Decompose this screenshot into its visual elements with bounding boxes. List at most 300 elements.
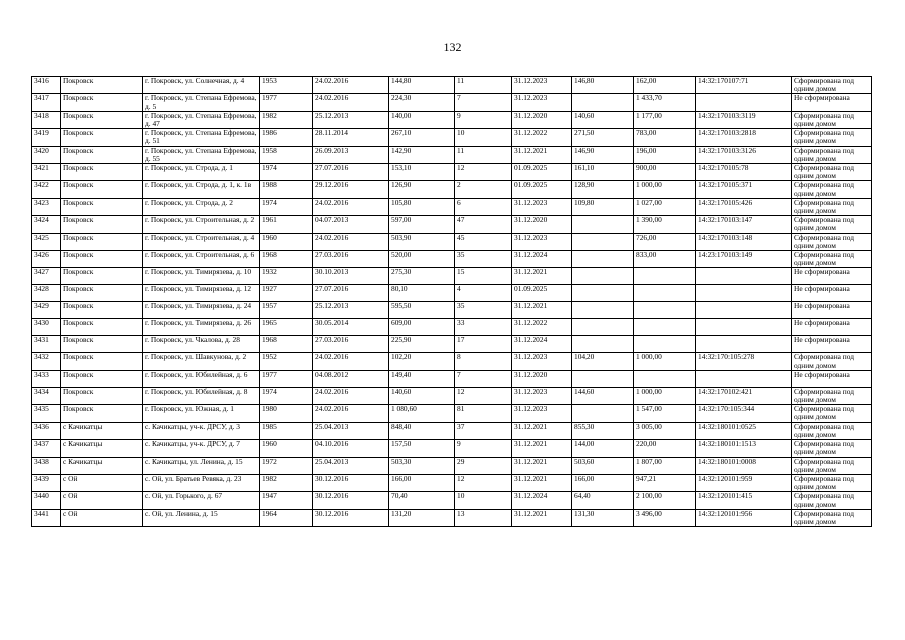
cell-decision-date: 30.12.2016	[313, 509, 389, 526]
cell-land-status: Сформирована под одним домом	[792, 216, 872, 233]
cell-address: с. Ой, ул. Горького, д. 67	[143, 492, 260, 509]
cell-land-area: 220,00	[634, 440, 696, 457]
cell-land-status: Сформирована под одним домом	[792, 251, 872, 268]
cell-new-area: 166,00	[572, 474, 634, 491]
cell-settlement: Покровск	[61, 164, 143, 181]
cell-build-year: 1960	[260, 233, 313, 250]
cell-land-status: Не сформирована	[792, 94, 872, 111]
cell-decision-date: 29.12.2016	[313, 181, 389, 198]
cell-settlement: Покровск	[61, 146, 143, 163]
cell-build-year: 1982	[260, 111, 313, 128]
cell-new-area: 271,50	[572, 129, 634, 146]
cell-cadastral-number: 14:32:180101:1513	[696, 440, 792, 457]
cell-area: 140,00	[389, 111, 455, 128]
page-number: 132	[443, 40, 462, 54]
cell-cadastral-number	[696, 94, 792, 111]
cell-land-status: Сформирована под одним домом	[792, 422, 872, 439]
cell-decision-date: 24.02.2016	[313, 77, 389, 94]
cell-deadline-date: 31.12.2021	[512, 268, 572, 285]
cell-area: 503,90	[389, 233, 455, 250]
cell-land-area: 947,21	[634, 474, 696, 491]
cell-area: 166,00	[389, 474, 455, 491]
cell-land-area: 1 390,00	[634, 216, 696, 233]
cell-land-status: Сформирована под одним домом	[792, 457, 872, 474]
cell-row-number: 3421	[32, 164, 61, 181]
cell-cadastral-number: 14:32:170:105:278	[696, 353, 792, 370]
cell-build-year: 1980	[260, 405, 313, 422]
cell-deadline-date: 31.12.2020	[512, 216, 572, 233]
cell-address: г. Покровск, ул. Тимирязева, д. 26	[143, 319, 260, 336]
cell-land-area: 3 496,00	[634, 509, 696, 526]
cell-new-area	[572, 302, 634, 319]
cell-deadline-date: 31.12.2021	[512, 509, 572, 526]
table-row	[32, 353, 872, 370]
cell-deadline-date: 01.09.2025	[512, 164, 572, 181]
cell-settlement: Покровск	[61, 77, 143, 94]
cell-new-area: 144,60	[572, 387, 634, 404]
cell-cadastral-number	[696, 302, 792, 319]
cell-deadline-date: 31.12.2020	[512, 370, 572, 387]
cell-row-number: 3427	[32, 268, 61, 285]
cell-deadline-date: 31.12.2024	[512, 336, 572, 353]
cell-cadastral-number: 14:32:170103:3119	[696, 111, 792, 128]
table-row	[32, 302, 872, 319]
cell-deadline-date: 31.12.2023	[512, 77, 572, 94]
cell-cadastral-number: 14:32:120101:415	[696, 492, 792, 509]
cell-new-area: 140,60	[572, 111, 634, 128]
cell-deadline-date: 31.12.2023	[512, 387, 572, 404]
cell-row-number: 3417	[32, 94, 61, 111]
cell-cadastral-number: 14:32:120101:956	[696, 509, 792, 526]
cell-decision-date: 26.09.2013	[313, 146, 389, 163]
cell-row-number: 3430	[32, 319, 61, 336]
cell-decision-date: 27.03.2016	[313, 336, 389, 353]
cell-settlement: Покровск	[61, 251, 143, 268]
cell-new-area	[572, 370, 634, 387]
cell-build-year: 1947	[260, 492, 313, 509]
cell-build-year: 1972	[260, 457, 313, 474]
cell-decision-date: 28.11.2014	[313, 129, 389, 146]
cell-decision-date: 24.02.2016	[313, 233, 389, 250]
cell-new-area: 146,90	[572, 146, 634, 163]
cell-cadastral-number	[696, 336, 792, 353]
table-row	[32, 492, 872, 509]
table-row	[32, 422, 872, 439]
cell-build-year: 1968	[260, 251, 313, 268]
cell-decision-date: 27.03.2016	[313, 251, 389, 268]
cell-row-number: 3440	[32, 492, 61, 509]
cell-area: 142,90	[389, 146, 455, 163]
cell-decision-date: 04.10.2016	[313, 440, 389, 457]
table-row	[32, 387, 872, 404]
cell-land-area: 1 000,00	[634, 387, 696, 404]
table-row	[32, 319, 872, 336]
cell-settlement: с Ой	[61, 509, 143, 526]
cell-residents: 35	[455, 251, 512, 268]
cell-residents: 12	[455, 164, 512, 181]
cell-deadline-date: 31.12.2021	[512, 457, 572, 474]
table-row	[32, 164, 872, 181]
cell-address: г. Покровск, ул. Юбилейная, д. 8	[143, 387, 260, 404]
cell-new-area	[572, 336, 634, 353]
table-row	[32, 509, 872, 526]
cell-new-area: 128,90	[572, 181, 634, 198]
cell-residents: 11	[455, 77, 512, 94]
cell-land-status: Сформирована под одним домом	[792, 233, 872, 250]
cell-deadline-date: 31.12.2022	[512, 129, 572, 146]
cell-land-status: Сформирована под одним домом	[792, 405, 872, 422]
cell-residents: 45	[455, 233, 512, 250]
cell-deadline-date: 31.12.2023	[512, 233, 572, 250]
cell-new-area	[572, 268, 634, 285]
cell-address: г. Покровск, ул. Тимирязева, д. 12	[143, 285, 260, 302]
table-row	[32, 268, 872, 285]
cell-build-year: 1957	[260, 302, 313, 319]
cell-new-area	[572, 94, 634, 111]
cell-cadastral-number	[696, 268, 792, 285]
cell-land-status: Сформирована под одним домом	[792, 440, 872, 457]
cell-cadastral-number: 14:32:170103:2818	[696, 129, 792, 146]
cell-build-year: 1977	[260, 94, 313, 111]
table-row	[32, 129, 872, 146]
cell-build-year: 1964	[260, 509, 313, 526]
cell-new-area: 104,20	[572, 353, 634, 370]
cell-residents: 81	[455, 405, 512, 422]
cell-settlement: Покровск	[61, 233, 143, 250]
cell-area: 102,20	[389, 353, 455, 370]
cell-build-year: 1985	[260, 422, 313, 439]
cell-cadastral-number: 14:23:170103:149	[696, 251, 792, 268]
cell-build-year: 1927	[260, 285, 313, 302]
cell-decision-date: 24.02.2016	[313, 198, 389, 215]
cell-land-status: Сформирована под одним домом	[792, 387, 872, 404]
cell-address: г. Покровск, ул. Степана Ефремова, д. 5	[143, 94, 260, 111]
cell-settlement: с Ой	[61, 492, 143, 509]
cell-settlement: Покровск	[61, 302, 143, 319]
cell-address: г. Покровск, ул. Степана Ефремова, д. 55	[143, 146, 260, 163]
cell-area: 595,50	[389, 302, 455, 319]
cell-decision-date: 25.04.2013	[313, 457, 389, 474]
cell-cadastral-number: 14:32:170103:148	[696, 233, 792, 250]
cell-land-area: 162,00	[634, 77, 696, 94]
table-row	[32, 94, 872, 111]
cell-row-number: 3419	[32, 129, 61, 146]
cell-build-year: 1986	[260, 129, 313, 146]
cell-build-year: 1968	[260, 336, 313, 353]
cell-settlement: Покровск	[61, 285, 143, 302]
cell-residents: 29	[455, 457, 512, 474]
cell-land-status: Сформирована под одним домом	[792, 77, 872, 94]
cell-settlement: с Качикатцы	[61, 457, 143, 474]
table-row	[32, 111, 872, 128]
cell-settlement: Покровск	[61, 319, 143, 336]
cell-residents: 9	[455, 111, 512, 128]
cell-decision-date: 27.07.2016	[313, 285, 389, 302]
cell-address: г. Покровск, ул. Юбилейная, д. 6	[143, 370, 260, 387]
cell-build-year: 1953	[260, 77, 313, 94]
cell-deadline-date: 31.12.2021	[512, 440, 572, 457]
cell-area: 131,20	[389, 509, 455, 526]
cell-residents: 7	[455, 370, 512, 387]
cell-area: 149,40	[389, 370, 455, 387]
cell-address: с. Качикатцы, уч-к. ДРСУ, д. 7	[143, 440, 260, 457]
cell-area: 80,10	[389, 285, 455, 302]
cell-deadline-date: 01.09.2025	[512, 285, 572, 302]
cell-land-status: Сформирована под одним домом	[792, 492, 872, 509]
cell-area: 140,60	[389, 387, 455, 404]
cell-settlement: Покровск	[61, 387, 143, 404]
cell-land-area: 726,00	[634, 233, 696, 250]
cell-address: г. Покровск, ул. Строда, д. 2	[143, 198, 260, 215]
cell-land-area: 1 177,00	[634, 111, 696, 128]
cell-decision-date: 30.05.2014	[313, 319, 389, 336]
cell-land-area: 833,00	[634, 251, 696, 268]
cell-row-number: 3420	[32, 146, 61, 163]
cell-address: г. Покровск, ул. Солнечная, д. 4	[143, 77, 260, 94]
cell-row-number: 3431	[32, 336, 61, 353]
cell-build-year: 1974	[260, 387, 313, 404]
cell-address: с. Ой, ул. Ленина, д. 15	[143, 509, 260, 526]
cell-land-area: 1 027,00	[634, 198, 696, 215]
cell-row-number: 3418	[32, 111, 61, 128]
cell-area: 503,30	[389, 457, 455, 474]
cell-land-status: Сформирована под одним домом	[792, 164, 872, 181]
cell-land-area	[634, 285, 696, 302]
cell-residents: 35	[455, 302, 512, 319]
cell-land-status: Не сформирована	[792, 302, 872, 319]
cell-decision-date: 27.07.2016	[313, 164, 389, 181]
cell-decision-date: 24.02.2016	[313, 387, 389, 404]
cell-cadastral-number	[696, 370, 792, 387]
cell-settlement: Покровск	[61, 336, 143, 353]
cell-settlement: Покровск	[61, 216, 143, 233]
cell-cadastral-number: 14:32:170:105:344	[696, 405, 792, 422]
cell-new-area	[572, 251, 634, 268]
cell-row-number: 3416	[32, 77, 61, 94]
cell-residents: 4	[455, 285, 512, 302]
cell-deadline-date: 31.12.2023	[512, 198, 572, 215]
cell-area: 70,40	[389, 492, 455, 509]
cell-cadastral-number: 14:32:180101:0525	[696, 422, 792, 439]
cell-address: г. Покровск, ул. Степана Ефремова, д. 47	[143, 111, 260, 128]
table-row	[32, 285, 872, 302]
cell-residents: 7	[455, 94, 512, 111]
cell-residents: 12	[455, 387, 512, 404]
cell-row-number: 3428	[32, 285, 61, 302]
cell-area: 153,10	[389, 164, 455, 181]
cell-row-number: 3426	[32, 251, 61, 268]
table-row	[32, 405, 872, 422]
cell-residents: 9	[455, 440, 512, 457]
registry-body	[32, 77, 872, 527]
cell-address: г. Покровск, ул. Строда, д. 1	[143, 164, 260, 181]
cell-deadline-date: 31.12.2023	[512, 405, 572, 422]
cell-area: 144,80	[389, 77, 455, 94]
cell-deadline-date: 31.12.2024	[512, 251, 572, 268]
cell-address: г. Покровск, ул. Шавкунова, д. 2	[143, 353, 260, 370]
cell-row-number: 3424	[32, 216, 61, 233]
cell-address: г. Покровск, ул. Строительная, д. 4	[143, 233, 260, 250]
cell-land-status: Не сформирована	[792, 268, 872, 285]
cell-settlement: Покровск	[61, 181, 143, 198]
cell-residents: 2	[455, 181, 512, 198]
cell-row-number: 3436	[32, 422, 61, 439]
cell-decision-date: 24.02.2016	[313, 353, 389, 370]
cell-address: с. Ой, ул. Братьев Ревяка, д. 23	[143, 474, 260, 491]
cell-address: г. Покровск, ул. Тимирязева, д. 10	[143, 268, 260, 285]
cell-settlement: Покровск	[61, 268, 143, 285]
cell-settlement: Покровск	[61, 405, 143, 422]
cell-area: 267,10	[389, 129, 455, 146]
cell-decision-date: 25.12.2013	[313, 302, 389, 319]
cell-cadastral-number: 14:32:170103:147	[696, 216, 792, 233]
cell-row-number: 3437	[32, 440, 61, 457]
cell-row-number: 3441	[32, 509, 61, 526]
cell-area: 848,40	[389, 422, 455, 439]
cell-deadline-date: 31.12.2021	[512, 302, 572, 319]
cell-new-area	[572, 285, 634, 302]
cell-build-year: 1974	[260, 198, 313, 215]
cell-row-number: 3432	[32, 353, 61, 370]
cell-new-area	[572, 216, 634, 233]
cell-cadastral-number: 14:32:120101:959	[696, 474, 792, 491]
cell-land-status: Не сформирована	[792, 285, 872, 302]
cell-land-area	[634, 319, 696, 336]
cell-decision-date: 25.04.2013	[313, 422, 389, 439]
cell-area: 597,00	[389, 216, 455, 233]
cell-residents: 12	[455, 474, 512, 491]
cell-land-area: 2 100,00	[634, 492, 696, 509]
cell-area: 609,00	[389, 319, 455, 336]
table-row	[32, 370, 872, 387]
cell-address: г. Покровск, ул. Чкалова, д. 28	[143, 336, 260, 353]
cell-residents: 17	[455, 336, 512, 353]
cell-row-number: 3433	[32, 370, 61, 387]
cell-residents: 10	[455, 492, 512, 509]
cell-area: 275,30	[389, 268, 455, 285]
cell-build-year: 1974	[260, 164, 313, 181]
cell-new-area: 131,30	[572, 509, 634, 526]
cell-new-area: 146,80	[572, 77, 634, 94]
cell-area: 105,80	[389, 198, 455, 215]
cell-deadline-date: 31.12.2021	[512, 146, 572, 163]
cell-land-status: Сформирована под одним домом	[792, 146, 872, 163]
table-row	[32, 474, 872, 491]
cell-address: с. Качикатцы, уч-к. ДРСУ, д. 3	[143, 422, 260, 439]
cell-build-year: 1965	[260, 319, 313, 336]
cell-settlement: Покровск	[61, 111, 143, 128]
table-row	[32, 233, 872, 250]
cell-residents: 8	[455, 353, 512, 370]
cell-address: г. Покровск, ул. Тимирязева, д. 24	[143, 302, 260, 319]
cell-new-area: 161,10	[572, 164, 634, 181]
cell-cadastral-number: 14:32:170105:371	[696, 181, 792, 198]
table-row	[32, 336, 872, 353]
cell-new-area	[572, 233, 634, 250]
cell-land-area: 1 433,70	[634, 94, 696, 111]
cell-settlement: Покровск	[61, 198, 143, 215]
cell-build-year: 1932	[260, 268, 313, 285]
cell-land-area: 1 000,00	[634, 353, 696, 370]
cell-land-status: Не сформирована	[792, 370, 872, 387]
cell-new-area: 503,60	[572, 457, 634, 474]
cell-settlement: Покровск	[61, 94, 143, 111]
cell-residents: 13	[455, 509, 512, 526]
cell-build-year: 1958	[260, 146, 313, 163]
cell-address: г. Покровск, ул. Степана Ефремова, д. 51	[143, 129, 260, 146]
cell-residents: 10	[455, 129, 512, 146]
cell-deadline-date: 31.12.2021	[512, 422, 572, 439]
cell-land-status: Сформирована под одним домом	[792, 474, 872, 491]
cell-row-number: 3435	[32, 405, 61, 422]
cell-deadline-date: 31.12.2023	[512, 353, 572, 370]
cell-land-area: 1 547,00	[634, 405, 696, 422]
cell-land-area: 1 807,00	[634, 457, 696, 474]
cell-row-number: 3434	[32, 387, 61, 404]
cell-decision-date: 04.08.2012	[313, 370, 389, 387]
cell-deadline-date: 31.12.2021	[512, 474, 572, 491]
cell-build-year: 1977	[260, 370, 313, 387]
cell-row-number: 3438	[32, 457, 61, 474]
cell-land-area	[634, 302, 696, 319]
cell-deadline-date: 31.12.2020	[512, 111, 572, 128]
cell-land-status: Сформирована под одним домом	[792, 198, 872, 215]
table-row	[32, 198, 872, 215]
cell-land-status: Сформирована под одним домом	[792, 353, 872, 370]
cell-deadline-date: 01.09.2025	[512, 181, 572, 198]
cell-cadastral-number: 14:32:170107:71	[696, 77, 792, 94]
cell-settlement: с Качикатцы	[61, 440, 143, 457]
cell-deadline-date: 31.12.2022	[512, 319, 572, 336]
cell-area: 224,30	[389, 94, 455, 111]
cell-build-year: 1960	[260, 440, 313, 457]
cell-residents: 6	[455, 198, 512, 215]
cell-land-status: Сформирована под одним домом	[792, 129, 872, 146]
housing-registry-table	[31, 76, 872, 527]
cell-address: г. Покровск, ул. Южная, д. 1	[143, 405, 260, 422]
cell-land-area	[634, 268, 696, 285]
cell-new-area: 109,80	[572, 198, 634, 215]
cell-build-year: 1982	[260, 474, 313, 491]
cell-cadastral-number	[696, 285, 792, 302]
cell-cadastral-number: 14:32:170105:426	[696, 198, 792, 215]
cell-land-area: 783,00	[634, 129, 696, 146]
cell-decision-date: 25.12.2013	[313, 111, 389, 128]
cell-residents: 37	[455, 422, 512, 439]
cell-cadastral-number: 14:32:170105:78	[696, 164, 792, 181]
cell-land-status: Сформирована под одним домом	[792, 181, 872, 198]
cell-settlement: с Качикатцы	[61, 422, 143, 439]
cell-area: 520,00	[389, 251, 455, 268]
cell-cadastral-number: 14:32:180101:0008	[696, 457, 792, 474]
cell-row-number: 3422	[32, 181, 61, 198]
cell-land-status: Не сформирована	[792, 319, 872, 336]
cell-new-area: 64,40	[572, 492, 634, 509]
cell-land-area: 3 005,00	[634, 422, 696, 439]
cell-residents: 47	[455, 216, 512, 233]
cell-build-year: 1952	[260, 353, 313, 370]
cell-address: г. Покровск, ул. Строда, д. 1, к. 1в	[143, 181, 260, 198]
cell-decision-date: 30.10.2013	[313, 268, 389, 285]
cell-row-number: 3429	[32, 302, 61, 319]
cell-decision-date: 04.07.2013	[313, 216, 389, 233]
cell-new-area	[572, 319, 634, 336]
cell-row-number: 3439	[32, 474, 61, 491]
cell-residents: 33	[455, 319, 512, 336]
cell-area: 126,90	[389, 181, 455, 198]
cell-land-area: 1 000,00	[634, 181, 696, 198]
cell-settlement: с Ой	[61, 474, 143, 491]
